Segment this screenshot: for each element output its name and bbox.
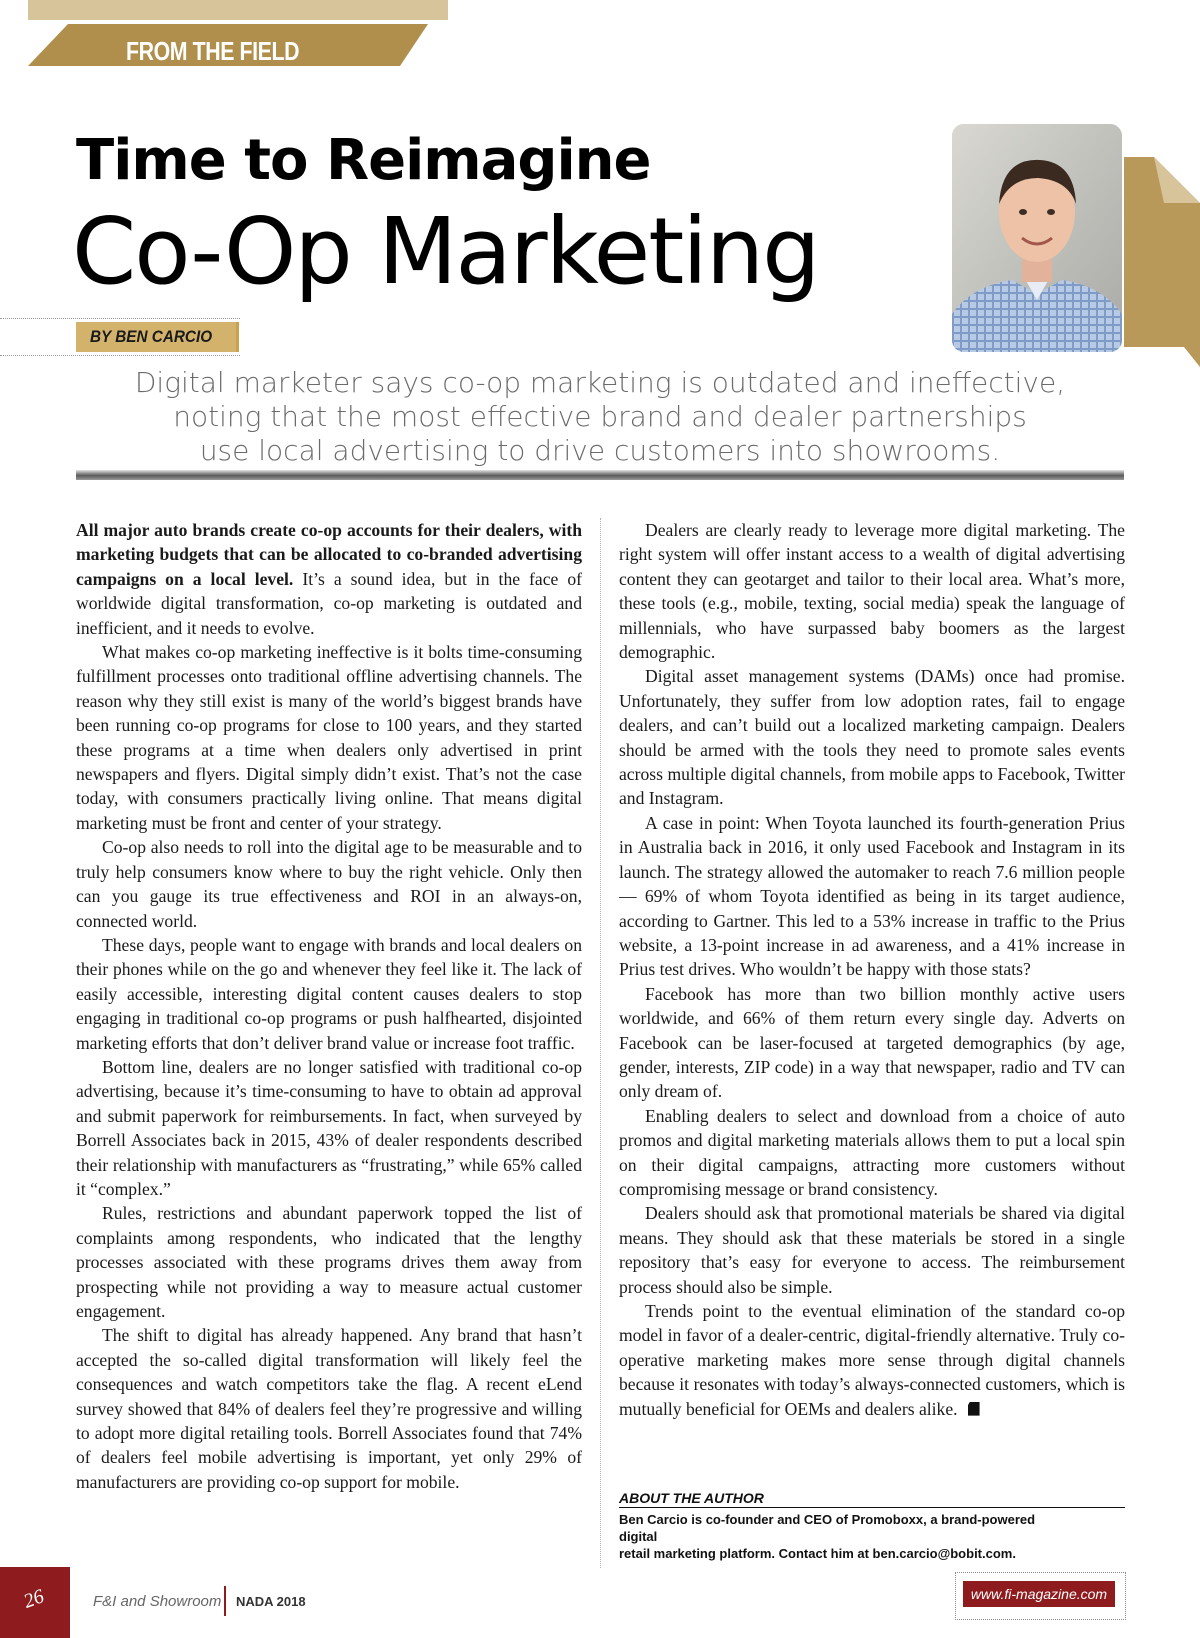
footer-magazine-name: F&I and Showroom: [93, 1593, 222, 1610]
paragraph: [76, 518, 582, 640]
byline-box: [76, 322, 239, 352]
paragraph: Rules, restrictions and abundant paperwork topped the list of complaints among respondents, who indicated that the lengthy processes associated with these programs drives them away from prospecting while not providing a way to measure actual customer engagement.: [76, 1203, 582, 1321]
page-number: 26: [20, 1585, 47, 1613]
paragraph: Dealers are clearly ready to leverage more digital marketing. The right system will offer instant access to a wealth of digital advertising content they can geotarget and tailor to their local area. What’s more, these tools (e.g., mobile, texting, social media) speak the language of millennials, who have surpassed baby boomers as the largest demographic.: [619, 520, 1125, 663]
paragraph: Co-op also needs to roll into the digital age to be measurable and to truly help consumers know where to buy the right vehicle. Only then can you gauge its true effectiveness and ROI in an always-on, connected world.: [76, 837, 582, 931]
column-divider: [600, 518, 601, 1568]
paragraph: A case in point: When Toyota launched its fourth-generation Prius in Australia back in 2016, it only used Facebook and Instagram in its launch. The strategy allowed the automaker to reach 7.6 million people — 69% of whom Toyota identified as being in its target audience, according to Gartner. This led to a 53% increase in traffic to the Prius website, a 13-point increase in ad awareness, and a 41% increase in Prius test drives. Who wouldn’t be happy with those stats?: [619, 812, 1125, 980]
final-paragraph-text: Trends point to the eventual elimination of the standard co-op model in favor of a dealer-centric, digital-friendly alternative. Truly co-operative marketing makes more sense through digital channels because it resonates with today’s always-connected customers, which is mutually beneficial for OEMs and dealers alike.: [619, 1301, 1125, 1419]
byline: BY BEN CARCIO: [90, 327, 213, 346]
lead-bold: All major auto brands create co-op accounts for their dealers, with marketing budgets that can be allocated to co-branded advertising campaigns on a local level.: [76, 520, 582, 589]
headline-line2: Co-Op Marketing: [72, 198, 819, 305]
deck-line3: use local advertising to drive customers into showrooms.: [199, 434, 1001, 467]
deck-line2: noting that the most effective brand and dealer partnerships: [173, 400, 1027, 433]
paragraph: Facebook has more than two billion monthly active users worldwide, and 66% of them return every single day. Adverts on Facebook can be laser-focused at targeted demographics (by age, gender, interests, ZIP code) in a way that newspaper, radio and TV can only dream of.: [619, 983, 1125, 1102]
lead-rest: It’s a sound idea, but in the face of worldwide digital transformation, co-op marketing is outdated and inefficient, and it needs to evolve.: [76, 568, 582, 638]
deck-divider-bar: [76, 470, 1124, 480]
paragraph: Enabling dealers to select and download from a choice of auto promos and digital marketing materials allows them to put a local spin on their digital campaigns, attracting more customers without compromising message or brand consistency.: [619, 1105, 1125, 1199]
paragraph: [619, 1299, 1125, 1421]
paragraph: The shift to digital has already happened. Any brand that hasn’t accepted the so-called digital transformation will likely feel the consequences and watch competitors take the flag. A recent eLend survey showed that 84% of dealers feel they’re progressive and willing to adopt more digital retailing tools. Borrell Associates found that 74% of dealers feel mobile advertising is important, yet only 29% of manufacturers are providing co-op support for mobile.: [76, 1325, 582, 1492]
section-banner: [28, 0, 448, 70]
footer-issue: NADA 2018: [236, 1594, 306, 1609]
footer-separator: [224, 1586, 226, 1616]
gold-corner-tab: [1124, 157, 1200, 367]
end-of-article-mark-icon: [968, 1402, 980, 1416]
section-label: FROM THE FIELD: [126, 36, 300, 66]
paragraph: These days, people want to engage with brands and local dealers on their phones while on the go and whenever they feel like it. The lack of easily accessible, interesting digital content causes dealers to stop engaging in traditional co-op programs or push halfhearted, disjointed marketing efforts that don’t deliver brand value or increase foot traffic.: [76, 934, 582, 1053]
article-column-right: [619, 518, 1125, 1421]
footer-url-link[interactable]: [963, 1581, 1115, 1607]
paragraph: What makes co-op marketing ineffective is it bolts time-consuming fulfillment processes onto traditional offline advertising channels. The reason why they still exist is many of the world’s biggest brands have been running co-op programs for close to 100 years, and they started these programs at a time when dealers only advertised in print newspapers and flyers. Digital simply didn’t exist. That’s not the case today, with consumers practically living online. That means digital marketing must be front and center of your strategy.: [76, 642, 582, 833]
paragraph: Dealers should ask that promotional materials be shared via digital means. They should ask that these materials be stored in a single repository that’s easy for everyone to access. The reimbursement process should also be simple.: [619, 1203, 1125, 1297]
author-portrait: [952, 124, 1122, 352]
footer-url-text: www.fi-magazine.com: [970, 1586, 1108, 1602]
paragraph: Digital asset management systems (DAMs) once had promise. Unfortunately, they suffer from low adoption rates, fail to engage dealers, and can’t build out a localized marketing campaign. Dealers should be armed with the tools they need to promote sales events across multiple digital channels, from mobile apps to Facebook, Twitter and Instagram.: [619, 666, 1125, 809]
headline-line1: Time to Reimagine: [76, 128, 651, 193]
about-author-heading: ABOUT THE AUTHOR: [619, 1490, 1125, 1508]
about-author-text: [619, 1511, 1049, 1562]
about-author-line1: Ben Carcio is co-founder and CEO of Promoboxx, a brand-powered digital: [619, 1512, 1036, 1544]
about-author-line2: retail marketing platform. Contact him at ben.carcio@bobit.com.: [619, 1546, 1016, 1561]
paragraph: Bottom line, dealers are no longer satisfied with traditional co-op advertising, because it’s time-consuming to have to obtain ad approval and submit paperwork for reimbursements. In fact, when surveyed by Borrell Associates back in 2015, 43% of dealer respondents described their relationship with manufacturers as “frustrating,” while 65% called it “complex.”: [76, 1056, 582, 1199]
deck: [76, 366, 1124, 468]
article-column-left: [76, 518, 582, 1494]
deck-line1: Digital marketer says co-op marketing is outdated and ineffective,: [134, 366, 1066, 399]
